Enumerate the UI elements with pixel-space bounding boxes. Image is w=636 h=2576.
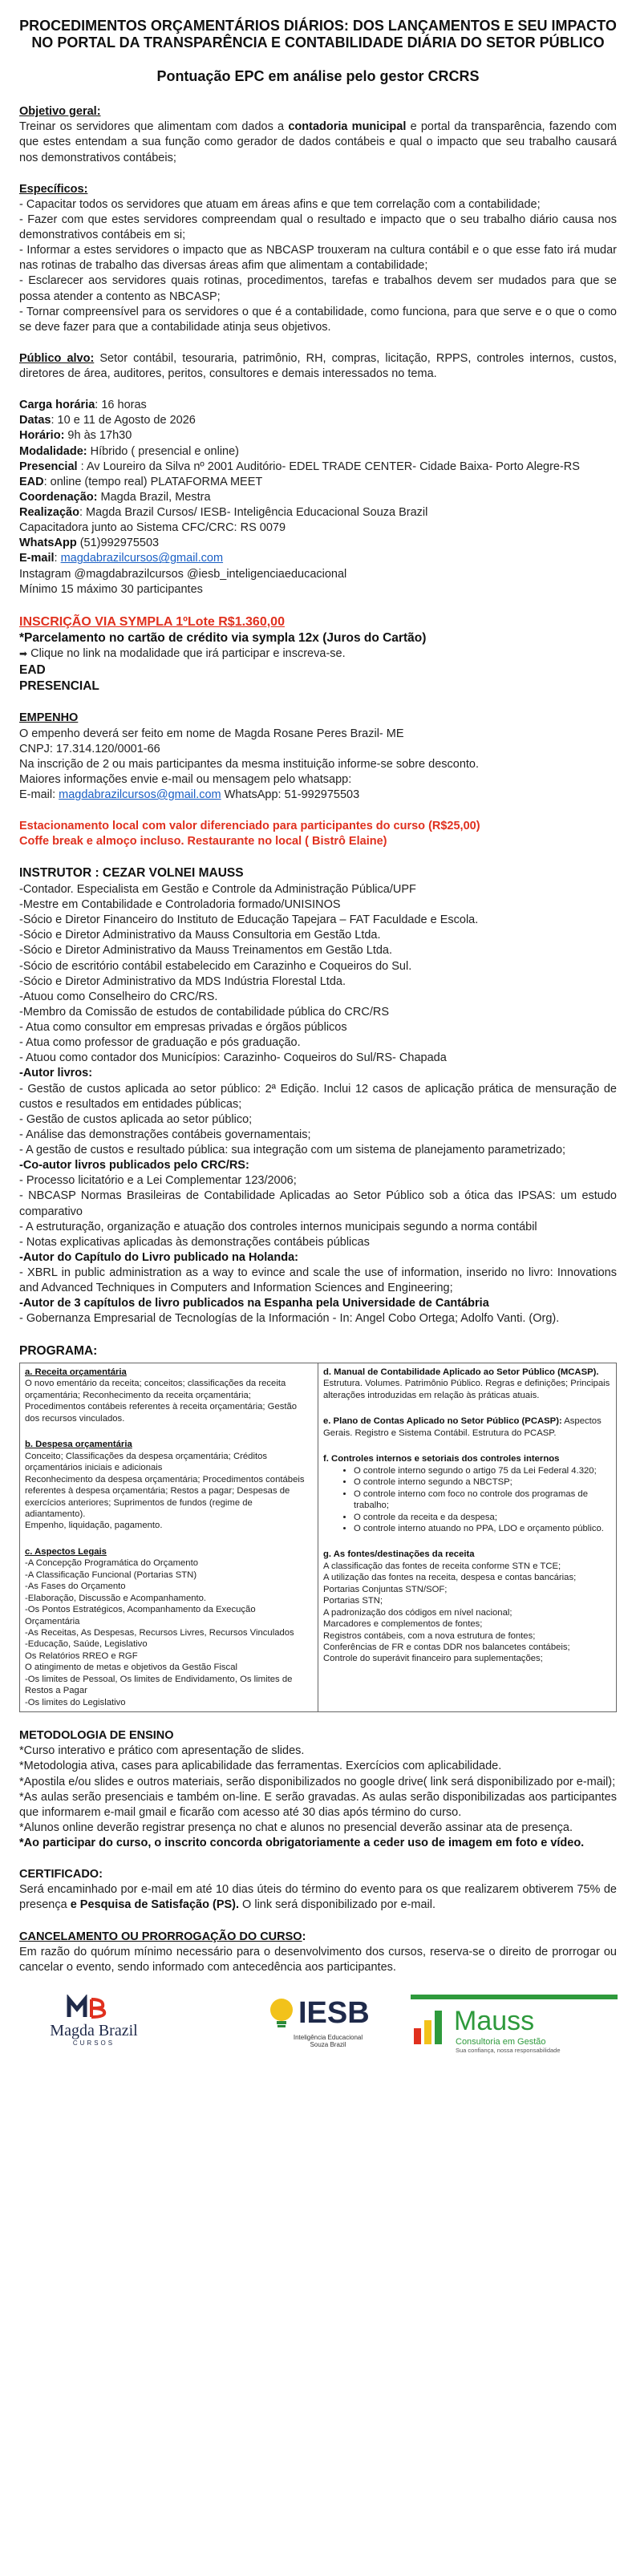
empenho-line: Na inscrição de 2 ou mais participantes da mesma instituição informe-se sobre desconto. xyxy=(19,757,480,771)
publico-section xyxy=(19,351,617,382)
instrutor-item: -Sócio e Diretor Administrativo da Mauss Consultoria em Gestão Ltda. xyxy=(19,929,381,942)
fontes-item: A padronização dos códigos em nível nacional; xyxy=(323,1607,512,1618)
fontes-item: Portarias Conjuntas STN/SOF; xyxy=(323,1584,448,1594)
fontes-item: Portarias STN; xyxy=(323,1596,383,1606)
empenho-line: Maiores informações envie e-mail ou mensagem pelo whatsapp: xyxy=(19,772,352,786)
mauss-bars-icon xyxy=(412,2006,446,2046)
instrutor-item: -Contador. Especialista em Gestão e Controle da Administração Pública/UPF xyxy=(19,882,416,896)
estacionamento-text: Estacionamento local com valor diferenciado para participantes do curso (R$25,00) xyxy=(19,820,480,833)
controle-item: • O controle interno segundo a NBCTSP; xyxy=(354,1476,611,1488)
empenho-line: O empenho deverá ser feito em nome de Magda Rosane Peres Brazil- ME xyxy=(19,727,404,740)
fontes-item: Conferências de FR e contas DDR nos balancetes contábeis; xyxy=(323,1642,570,1653)
programa-item-pcasp: e. Plano de Contas Aplicado no Setor Público (PCASP): Aspectos Gerais. Registro e Sistema Contábil. Estrutura do PCASP. xyxy=(323,1416,602,1438)
objetivo-section xyxy=(19,104,617,166)
metodologia-section xyxy=(19,1728,617,1851)
programa-item-mcasp: d. Manual de Contabilidade Aplicado ao Setor Público (MCASP). Estrutura. Volumes. Patrimônio Público. Regras e definições; Principais alterações introduzidas em relação às práticas atuais. xyxy=(323,1367,610,1400)
coffee-text: Coffe break e almoço incluso. Restaurante no local ( Bistrô Elaine) xyxy=(19,835,387,849)
estacionamento-section xyxy=(19,819,617,849)
aspectos-item: -Os limites do Legislativo xyxy=(25,1697,126,1707)
metodologia-item: *As aulas serão presenciais e também on-line. E serão gravadas. As aulas serão disponibilizadas aos participantes que informarem e-mail gmail e ficarão com acesso até 30 dias após término do curso. xyxy=(19,1790,617,1819)
document-subtitle: Pontuação EPC em análise pelo gestor CRCRS xyxy=(156,68,480,85)
certificado-section xyxy=(19,1867,617,1913)
empenho-title: EMPENHO xyxy=(19,711,79,725)
empenho-line: CNPJ: 17.314.120/0001-66 xyxy=(19,742,160,755)
fontes-item: Registros contábeis, com a nova estrutura de fontes; xyxy=(323,1630,536,1641)
capitulo-text: - XBRL in public administration as a way to evince and scale the use of information, inserido no livro: Innovations and Advanced Techniques in Computers and Information Sciences and Engineering; xyxy=(19,1266,617,1295)
email-link[interactable]: magdabrazilcursos@gmail.com xyxy=(60,552,224,565)
programa-item-controles: f. Controles internos e setoriais dos controles internos • O controle interno segundo o artigo 75 da Lei Federal 4.320; • O controle interno segundo a NBCTSP; • O controle interno com foco no controle dos programas de trabalho; • O controle da receita e da despesa; • O controle interno atuando no PPA, LDO e orçamento público. xyxy=(323,1453,611,1534)
whatsapp-line: WhatsApp (51)992975503 xyxy=(19,537,160,550)
controle-item: • O controle interno segundo o artigo 75 da Lei Federal 4.320; xyxy=(354,1465,611,1476)
aspectos-item: -Os limites de Pessoal, Os limites de Endividamento, Os limites de Restos a Pagar xyxy=(25,1674,293,1696)
magda-brazil-logo: Magda Brazil CURSOS xyxy=(34,1995,154,2051)
controle-item: • O controle da receita e da despesa; xyxy=(354,1512,611,1523)
especificos-item: - Tornar compreensível para os servidores o que é a contabilidade, como funciona, para que serve e o que o como se deve fazer para que a contabilidade atinja seus objetivos. xyxy=(19,305,617,334)
aspectos-item: -A Classificação Funcional (Portarias STN) xyxy=(25,1569,197,1580)
instagram-line: Instagram @magdabrazilcursos @iesb_inteligenciaeducacional xyxy=(19,567,347,581)
especificos-label: Específicos: xyxy=(19,182,88,196)
instrutor-item: -Sócio e Diretor Administrativo da Mauss Treinamentos em Gestão Ltda. xyxy=(19,944,393,958)
instrutor-item: - Atuou como contador dos Municípios: Carazinho- Coqueiros do Sul/RS- Chapada xyxy=(19,1051,447,1065)
espanha-text: - Gobernanza Empresarial de Tecnologías de la Información - In: Angel Cobo Ortega; Adolfo Vanti. (Org). xyxy=(19,1312,560,1326)
aspectos-item: -As Fases do Orçamento xyxy=(25,1582,126,1592)
objetivo-label: Objetivo geral: xyxy=(19,105,101,119)
fontes-item: Marcadores e complementos de fontes; xyxy=(323,1619,483,1630)
minimo-line: Mínimo 15 máximo 30 participantes xyxy=(19,582,203,596)
arrow-right-icon: ➡ xyxy=(19,648,28,660)
coautor-item: - Processo licitatório e a Lei Complementar 123/2006; xyxy=(19,1174,297,1188)
instrutor-item: -Membro da Comissão de estudos de contabilidade pública do CRC/RS xyxy=(19,1005,390,1019)
metodologia-title: METODOLOGIA DE ENSINO xyxy=(19,1729,174,1743)
aspectos-item: -Os Pontos Estratégicos, Acompanhamento da Execução Orçamentária xyxy=(25,1605,256,1626)
espanha-label: -Autor de 3 capítulos de livro publicados na Espanha pela Universidade de Cantábria xyxy=(19,1297,489,1310)
inscricao-title: INSCRIÇÃO VIA SYMPLA 1ºLote R$1.360,00 xyxy=(19,614,285,629)
aspectos-item: O atingimento de metas e objetivos da Gestão Fiscal xyxy=(25,1663,237,1673)
especificos-item: - Informar a estes servidores o impacto que as NBCASP trouxeram na cultura contábil e o que esse fato irá mudar nas rotinas de trabalho das diversas áreas afim que alimentam a contabilidade; xyxy=(19,244,617,273)
inscricao-section xyxy=(19,614,617,695)
programa-item-despesa: b. Despesa orçamentária Conceito; Classificações da despesa orçamentária; Créditos orçamentários iniciais e adicionais Reconhecimento da despesa orçamentária; Procedimentos contábeis referentes à despesa orçamentária; Restos a pagar; Despesas de exercícios anteriores; Suprimentos de fundos (regime de adiantamento). Empenho, liquidação, pagamento. xyxy=(25,1440,305,1531)
especificos-item: - Esclarecer aos servidores quais rotinas, procedimentos, tarefas e trabalhos devem ser mudados para que se possa atender a contento as NBCASP; xyxy=(19,274,617,303)
instrutor-item: -Sócio de escritório contábil estabelecido em Carazinho e Coqueiros do Sul. xyxy=(19,959,412,973)
autor-label: -Autor livros: xyxy=(19,1067,93,1080)
aspectos-item: -As Receitas, As Despesas, Recursos Livres, Recursos Vinculados xyxy=(25,1628,294,1638)
ead-line: EAD: online (tempo real) PLATAFORMA MEET xyxy=(19,475,263,488)
coautor-item: - Notas explicativas aplicadas às demonstrações contábeis públicas xyxy=(19,1235,370,1249)
programa-title: PROGRAMA: xyxy=(19,1343,98,1358)
instrutor-item: -Atuou como Conselheiro do CRC/RS. xyxy=(19,990,218,1003)
iesb-logo: IESB Inteligência Educacional Souza Brazil xyxy=(260,1995,396,2054)
instrutor-item: -Sócio e Diretor Administrativo da MDS Indústria Florestal Ltda. xyxy=(19,974,346,988)
programa-right-column xyxy=(318,1363,617,1711)
presencial-link[interactable]: PRESENCIAL xyxy=(19,678,99,693)
document-title: PROCEDIMENTOS ORÇAMENTÁRIOS DIÁRIOS: DOS LANÇAMENTOS E SEU IMPACTO NO PORTAL DA TRANSPARÊNCIA E CONTABILIDADE DIÁRIA DO SETOR PÚBLICO xyxy=(19,18,617,51)
especificos-section xyxy=(19,182,617,335)
info-section xyxy=(19,398,617,597)
mauss-bar xyxy=(411,1995,618,1999)
certificado-text: Será encaminhado por e-mail em até 10 dias úteis do término do evento para os que realizarem obtiverem 75% de presença e Pesquisa de Satisfação (PS). O link será disponibilizado por e-mail. xyxy=(19,1883,617,1912)
aspectos-item: -Educação, Saúde, Legislativo xyxy=(25,1639,148,1650)
programa-left-column xyxy=(20,1363,318,1711)
ead-link[interactable]: EAD xyxy=(19,662,46,677)
aspectos-item: -A Concepção Programática do Orçamento xyxy=(25,1558,199,1569)
metodologia-item: *Metodologia ativa, cases para aplicabilidade das ferramentas. Exercícios com aplicabilidade. xyxy=(19,1760,502,1773)
iesb-emblem-icon xyxy=(268,1996,295,2031)
fontes-item: Controle do superávit financeiro para suplementações; xyxy=(323,1654,543,1664)
metodologia-item: *Apostila e/ou slides e outros materiais, serão disponibilizados no google drive( link será disponibilizado por e-mail); xyxy=(19,1775,616,1788)
autor-item: - A gestão de custos e resultado pública: sua integração com um sistema de planejamento parametrizado; xyxy=(19,1144,566,1157)
horario-line: Horário: 9h às 17h30 xyxy=(19,429,132,443)
certificado-title: CERTIFICADO: xyxy=(19,1868,103,1881)
mauss-logo: Mauss Consultoria em Gestão Sua confiança, nossa responsabilidade xyxy=(411,1995,618,2056)
realizacao-line: Realização: Magda Brazil Cursos/ IESB- Inteligência Educacional Souza Brazil xyxy=(19,506,428,520)
objetivo-text: Treinar os servidores que alimentam com dados a contadoria municipal e portal da transparência, fazendo com que estes entendam a sua função como gerador de dados contábeis e qual o impacto que seu trabalho causará nos demonstrativos contábeis; xyxy=(19,120,617,164)
empenho-section xyxy=(19,711,617,803)
datas-line: Datas: 10 e 11 de Agosto de 2026 xyxy=(19,414,196,427)
instrutor-item: - Atua como professor de graduação e pós graduação. xyxy=(19,1036,301,1050)
especificos-item: - Capacitar todos os servidores que atuam em áreas afins e que tem correlação com a contabilidade; xyxy=(19,197,541,211)
coautor-label: -Co-autor livros publicados pelo CRC/RS: xyxy=(19,1159,249,1173)
presencial-line: Presencial : Av Loureiro da Silva nº 2001 Auditório- EDEL TRADE CENTER- Cidade Baixa- Porto Alegre-RS xyxy=(19,460,580,473)
controle-item: • O controle interno com foco no controle dos programas de trabalho; xyxy=(354,1488,611,1512)
cancelamento-section: CANCELAMENTO OU PRORROGAÇÃO DO CURSO: Em razão do quórum mínimo necessário para o desenvolvimento dos cursos, reserva-se o direito de prorrogar ou cancelar o evento, sendo informado com antecedência aos participantes. xyxy=(19,1930,617,1975)
capacitadora-line: Capacitadora junto ao Sistema CFC/CRC: RS 0079 xyxy=(19,521,286,535)
programa-item-fontes: g. As fontes/destinações da receita A classificação das fontes de receita conforme STN e TCE; A utilização das fontes na receita, despesa e contas bancárias; Portarias Conjuntas STN/SOF; Portarias STN; A padronização dos códigos em nível nacional; Marcadores e complementos de fontes; Registros contábeis, com a nova estrutura de fontes; Conferências de FR e contas DDR nos balancetes contábeis; Controle do superávit financeiro para suplementações; xyxy=(323,1549,611,1665)
aspectos-item: Os Relatórios RREO e RGF xyxy=(25,1651,138,1661)
clique-line: ➡ Clique no link na modalidade que irá participar e inscreva-se. xyxy=(19,647,346,661)
programa-item-aspectos: c. Aspectos Legais -A Concepção Programática do Orçamento -A Classificação Funcional (Portarias STN) -As Fases do Orçamento -Elaboração, Discussão e Acompanhamento. -Os Pontos Estratégicos, Acompanhamento da Execução Orçamentária -As Receitas, As Despesas, Recursos Livres, Recursos Vinculados -Educação, Saúde, Legislativo Os Relatórios RREO e RGF O atingimento de metas e objetivos da Gestão Fiscal -Os limites de Pessoal, Os limites de Endividamento, Os limites de Restos a Pagar -Os limites do Legislativo xyxy=(25,1546,313,1708)
fontes-item: A utilização das fontes na receita, despesa e contas bancárias; xyxy=(323,1573,577,1583)
cancelamento-title: CANCELAMENTO OU PRORROGAÇÃO DO CURSO xyxy=(19,1930,302,1943)
logos-footer xyxy=(19,1995,617,2059)
empenho-email-link[interactable]: magdabrazilcursos@gmail.com xyxy=(59,788,221,802)
instrutor-title: INSTRUTOR : CEZAR VOLNEI MAUSS xyxy=(19,866,244,881)
programa-table xyxy=(19,1363,617,1712)
autor-item: - Gestão de custos aplicada ao setor público: 2ª Edição. Inclui 12 casos de aplicação prática de mensuração de custos e resultados em entidades públicas; xyxy=(19,1082,617,1111)
modalidade-line: Modalidade: Híbrido ( presencial e online) xyxy=(19,444,239,458)
autor-item: - Gestão de custos aplicada ao setor público; xyxy=(19,1112,253,1126)
instrutor-item: -Sócio e Diretor Financeiro do Instituto de Educação Tapejara – FAT Faculdade e Escola. xyxy=(19,913,479,927)
instrutor-item: -Mestre em Contabilidade e Controladoria formado/UNISINOS xyxy=(19,898,341,912)
coautor-item: - A estruturação, organização e atuação dos controles internos municipais segundo a norma contábil xyxy=(19,1220,537,1233)
aspectos-item: -Elaboração, Discussão e Acompanhamento. xyxy=(25,1593,207,1603)
publico-text: Setor contábil, tesouraria, patrimônio, RH, compras, licitação, RPPS, controles internos, custos, diretores de área, auditores, peritos, consultores e demais interessados no tema. xyxy=(19,351,617,381)
instrutor-section xyxy=(19,865,617,1326)
metodologia-item: *Alunos online deverão registrar presença no chat e alunos no presencial deverão assinar ata de presença. xyxy=(19,1821,573,1834)
programa-section xyxy=(19,1343,617,1713)
instrutor-item: - Atua como consultor em empresas privadas e órgãos públicos xyxy=(19,1021,347,1035)
programa-item-receita: a. Receita orçamentária O novo ementário da receita; conceitos; classificações da receita orçamentária; Reconhecimento da receita orçamentária; Procedimentos contábeis referentes à receita orçamentária; Gestão dos recursos vinculados. xyxy=(25,1367,298,1424)
cancelamento-text: Em razão do quórum mínimo necessário para o desenvolvimento dos cursos, reserva-se o direito de prorrogar ou cancelar o evento, sendo informado com antecedência aos participantes. xyxy=(19,1945,617,1974)
coordenacao-line: Coordenação: Magda Brazil, Mestra xyxy=(19,490,211,504)
autor-item: - Análise das demonstrações contábeis governamentais; xyxy=(19,1128,311,1141)
empenho-contact: E-mail: magdabrazilcursos@gmail.com WhatsApp: 51-992975503 xyxy=(19,788,360,802)
controle-item: • O controle interno atuando no PPA, LDO e orçamento público. xyxy=(354,1523,611,1534)
carga-line: Carga horária: 16 horas xyxy=(19,399,147,412)
metodologia-imagem: *Ao participar do curso, o inscrito concorda obrigatoriamente a ceder uso de imagem em foto e vídeo. xyxy=(19,1837,585,1850)
capitulo-label: -Autor do Capítulo do Livro publicado na Holanda: xyxy=(19,1250,298,1264)
fontes-item: A classificação das fontes de receita conforme STN e TCE; xyxy=(323,1561,561,1571)
especificos-item: - Fazer com que estes servidores compreendam qual o resultado e impacto que o seu trabalho diário causa nos demonstrativos contábeis em si; xyxy=(19,213,617,242)
coautor-item: - NBCASP Normas Brasileiras de Contabilidade Aplicadas ao Setor Público sob a ótica das IPSAS: um estudo comparativo xyxy=(19,1189,617,1218)
email-line: E-mail: magdabrazilcursos@gmail.com xyxy=(19,552,224,565)
publico-label: Público alvo: xyxy=(19,351,95,365)
mb-emblem-icon xyxy=(66,1995,114,2019)
metodologia-item: *Curso interativo e prático com apresentação de slides. xyxy=(19,1744,305,1758)
parcelamento-text: *Parcelamento no cartão de crédito via sympla 12x (Juros do Cartão) xyxy=(19,630,427,645)
